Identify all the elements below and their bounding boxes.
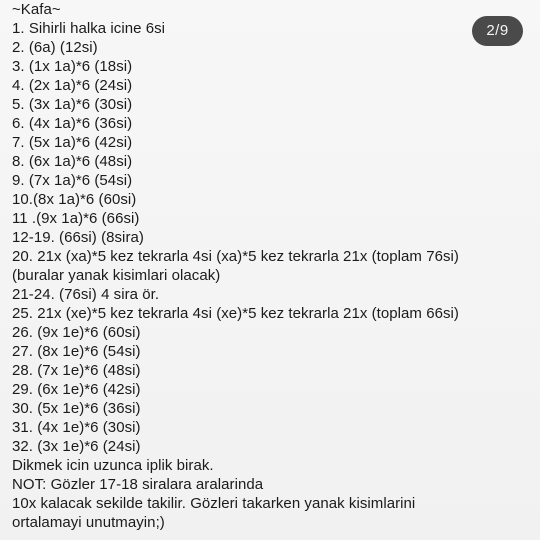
pattern-line: 10.(8x 1a)*6 (60si) [12,191,137,208]
pattern-line: 1. Sihirli halka icine 6si [12,20,166,37]
pattern-line: 11 .(9x 1a)*6 (66si) [12,210,140,227]
pattern-line: 28. (7x 1e)*6 (48si) [12,362,141,379]
page-indicator-badge: 2/9 [472,16,523,46]
pattern-line: 3. (1x 1a)*6 (18si) [12,58,133,75]
pattern-line: 30. (5x 1e)*6 (36si) [12,400,141,417]
pattern-line: 4. (2x 1a)*6 (24si) [12,77,133,94]
note-line: NOT: Gözler 17-18 siralara aralarinda [12,476,264,493]
pattern-line: 25. 21x (xe)*5 kez tekrarla 4si (xe)*5 kez tekrarla 21x (toplam 66si) [12,305,459,322]
pattern-line: 21-24. (76si) 4 sira ör. [12,286,160,303]
note-line: ortalamayi unutmayin;) [12,514,165,531]
pattern-line: 8. (6x 1a)*6 (48si) [12,153,133,170]
pattern-text [12,0,532,532]
pattern-line: 9. (7x 1a)*6 (54si) [12,172,133,189]
pattern-line: 32. (3x 1e)*6 (24si) [12,438,141,455]
pattern-line: 5. (3x 1a)*6 (30si) [12,96,133,113]
pattern-line: 12-19. (66si) (8sira) [12,229,144,246]
pattern-line: 31. (4x 1e)*6 (30si) [12,419,141,436]
section-title: ~Kafa~ [12,1,61,18]
pattern-line: 20. 21x (xa)*5 kez tekrarla 4si (xa)*5 kez tekrarla 21x (toplam 76si) [12,248,459,265]
pattern-line: 6. (4x 1a)*6 (36si) [12,115,133,132]
pattern-line: 27. (8x 1e)*6 (54si) [12,343,141,360]
pattern-line: 7. (5x 1a)*6 (42si) [12,134,133,151]
note-line: 10x kalacak sekilde takilir. Gözleri takarken yanak kisimlarini [12,495,416,512]
pattern-line: (buralar yanak kisimlari olacak) [12,267,221,284]
pattern-line: Dikmek icin uzunca iplik birak. [12,457,214,474]
pattern-line: 29. (6x 1e)*6 (42si) [12,381,141,398]
pattern-line: 2. (6a) (12si) [12,39,98,56]
pattern-line: 26. (9x 1e)*6 (60si) [12,324,141,341]
